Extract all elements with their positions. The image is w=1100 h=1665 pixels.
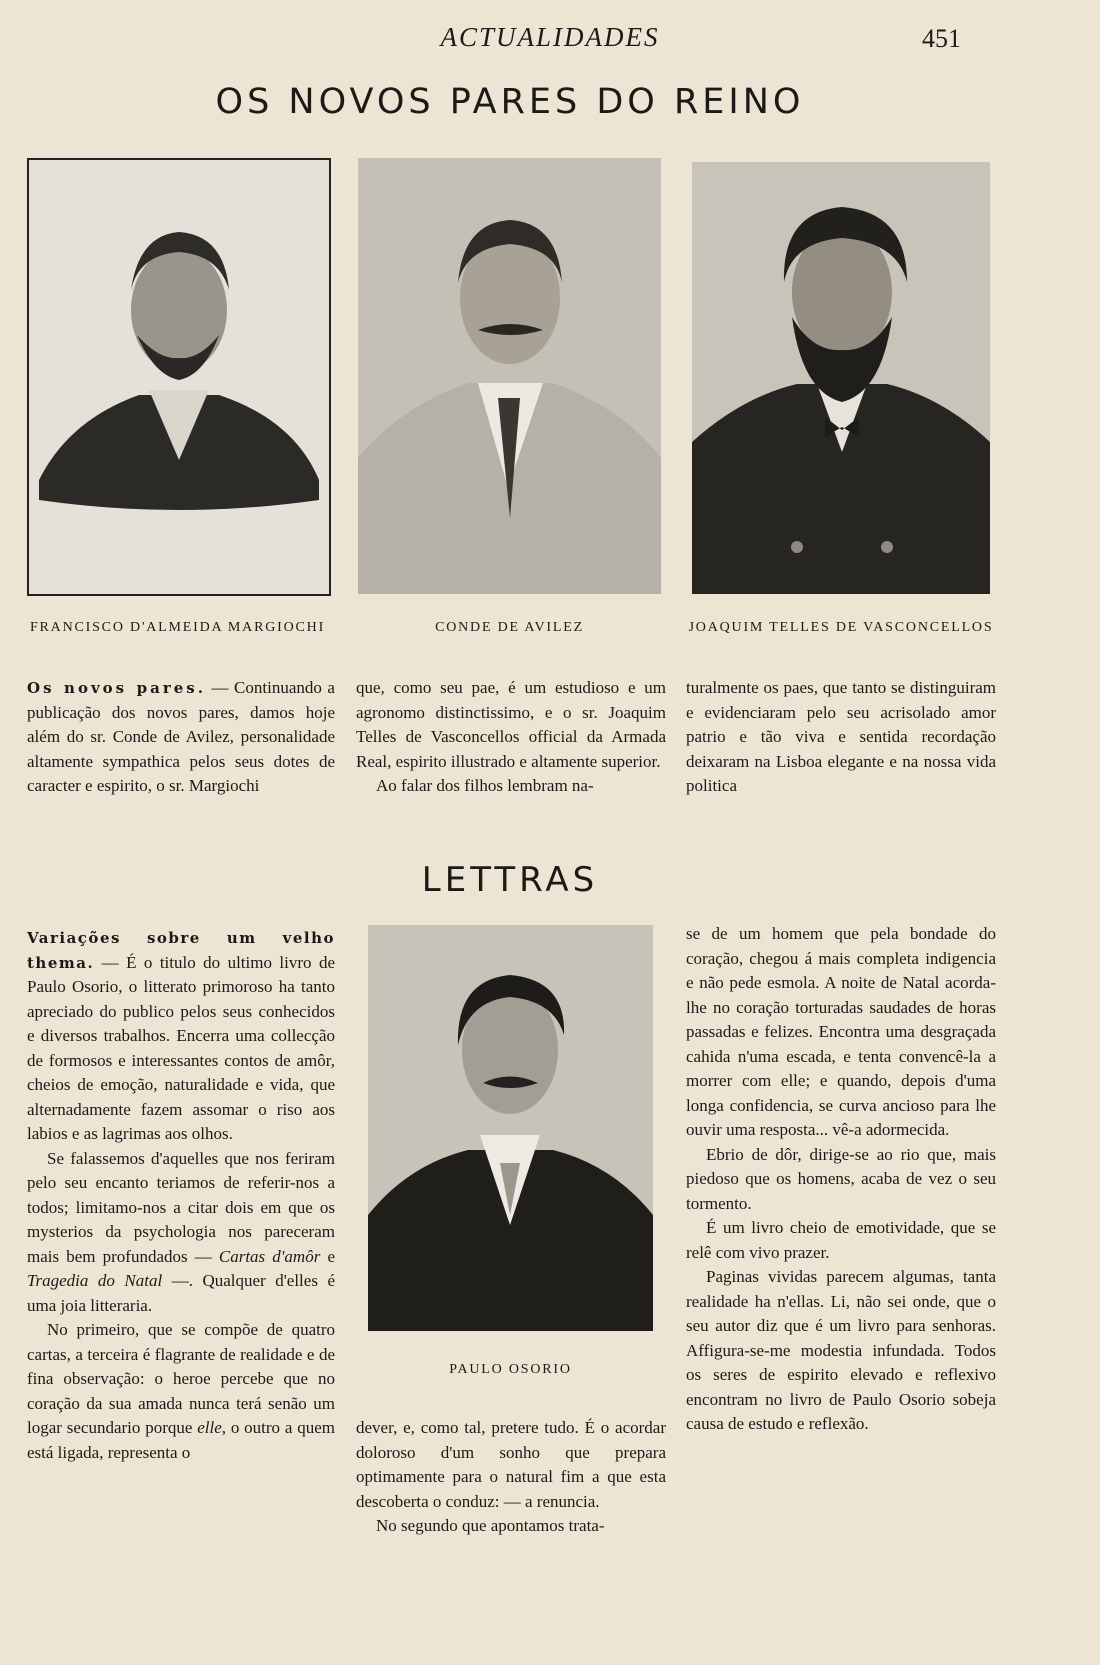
section-title-lettras: LETTRAS	[421, 860, 599, 900]
lettras-column-1-p2a: Se falassemos d'aquelles que nos feriram pelo seu encanto teriamos de referir-nos a todos; limitamo-nos a citar dois em que os mysterios da psychologia nos pareceram mais bem profundados —	[27, 1148, 335, 1266]
lettras-column-3-p1: se de um homem que pela bondade do coração, chegou á mais completa indigencia e não pede esmola. A noite de Natal acorda-lhe no coração torturadas saudades de horas passadas e felizes. Encontra uma desgraçada cahida n'uma escada, e tenta convencê-la a morrer com elle; e quando, depois d'uma longa confidencia, se curva ancioso para lhe ouvir uma resposta... vê-a adormecida.	[686, 924, 996, 1139]
pares-column-2	[356, 676, 666, 799]
lettras-column-3-p4: Paginas vividas parecem algumas, tanta realidade ha n'ellas. Li, não sei onde, que o seu autor diz que é um livro para senhoras. Affigura-se-me modestia infundada. Todos os seres de espirito elevado e reflexivo encontram no livro de Paulo Osorio sobeja causa de estudo e reflexão.	[686, 1267, 996, 1433]
portrait-vasconcellos-image	[692, 162, 990, 594]
lettras-column-3	[686, 922, 996, 1437]
portrait-margiochi	[27, 158, 331, 596]
book-title-cartas: Cartas d'amôr	[218, 1246, 321, 1266]
caption-vasconcellos: JOAQUIM TELLES DE VASCONCELLOS	[688, 620, 994, 635]
pares-column-2-p2: Ao falar dos filhos lembram na-	[376, 776, 594, 795]
lettras-column-3-p3: É um livro cheio de emotividade, que se relê com vivo prazer.	[686, 1218, 996, 1262]
pares-column-3-p1: turalmente os paes, que tanto se distinguiram e evidenciaram pelo seu acrisolado amor patrio e tão viva e sentida recordação deixaram na Lisboa elegante e na nossa vida politica	[686, 678, 996, 795]
portrait-avilez	[358, 158, 661, 594]
lettras-lead: Variações sobre um velho thema.	[27, 929, 335, 972]
portrait-osorio	[368, 925, 653, 1331]
lettras-column-1-p1: — É o titulo do ultimo livro de Paulo Osorio, o litterato primoroso ha tanto apreciado do publico pelos seus conhecidos e diversos trabalhos. Encerra uma collecção de formosos e interessantes contos de amôr, cheios de emoção, naturalidade e vida, que alternadamente fazem assomar o riso aos labios e as lagrimas aos olhos.	[27, 952, 335, 1143]
caption-margiochi: FRANCISCO D'ALMEIDA MARGIOCHI	[29, 620, 326, 635]
portrait-osorio-image	[368, 925, 653, 1331]
lettras-column-1-p3b: , o outro a quem está ligada, representa o	[27, 1418, 335, 1462]
lettras-column-1-p3a: No primeiro, que se compõe de quatro cartas, a terceira é flagrante de realidade e de fina observação: o heroe percebe que no coração da sua amada nunca terá senão um logar secundario porque	[27, 1320, 335, 1437]
pares-column-3	[686, 676, 996, 799]
lettras-column-2-p2: No segundo que apontamos trata-	[376, 1516, 605, 1535]
emphasis-elle: elle	[197, 1418, 222, 1437]
portrait-margiochi-image	[29, 160, 329, 594]
lettras-column-1-p2c: —. Qualquer d'elles é uma joia litteraria.	[27, 1271, 335, 1315]
portrait-vasconcellos	[692, 162, 990, 594]
caption-osorio: PAULO OSORIO	[449, 1362, 572, 1377]
portrait-avilez-image	[358, 158, 661, 594]
book-title-tragedia: Tragedia do Natal	[27, 1271, 163, 1290]
lettras-column-1-p2b: e	[320, 1246, 336, 1266]
section-title-pares: OS NOVOS PARES DO REINO	[215, 82, 805, 122]
running-head: ACTUALIDADES	[440, 22, 660, 52]
pares-column-2-p1: que, como seu pae, é um estudioso e um agronomo distinctissimo, e o sr. Joaquim Telles de Vasconcellos official da Armada Real, espirito illustrado e altamente superior.	[356, 678, 666, 771]
pares-column-1-text: — Continuando a publicação dos novos pares, damos hoje além do sr. Conde de Avilez, personalidade altamente sympathica pelos seus dotes de caracter e espirito, o sr. Margiochi	[27, 678, 335, 795]
pares-column-1	[27, 676, 335, 799]
lettras-column-2	[356, 1416, 666, 1539]
lettras-column-1	[27, 926, 335, 1465]
lettras-column-3-p2: Ebrio de dôr, dirige-se ao rio que, mais piedoso que os homens, acaba de vez o seu tormento.	[686, 1144, 996, 1213]
caption-avilez: CONDE DE AVILEZ	[435, 620, 584, 635]
page-number: 451	[922, 24, 961, 53]
pares-lead: Os novos pares.	[27, 679, 206, 697]
lettras-column-2-p1: dever, e, como tal, pretere tudo. É o acordar doloroso d'um sonho que prepara optimamente para o natural fim a que esta descoberta o conduz: — a renuncia.	[356, 1418, 666, 1511]
